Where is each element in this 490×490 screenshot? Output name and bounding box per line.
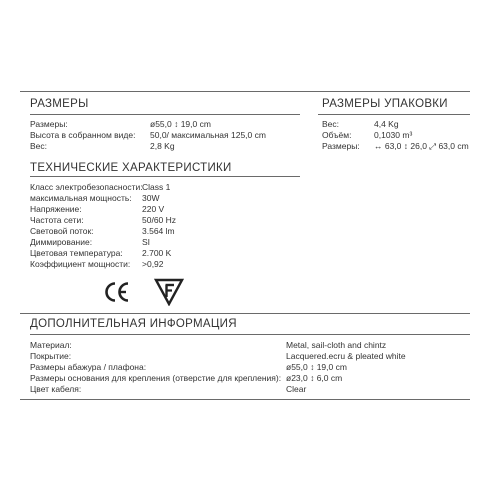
technical-row-value: 2.700 K <box>142 248 172 258</box>
additional-top-rule <box>20 313 470 314</box>
technical-row-label: Класс электробезопасности: <box>30 182 143 192</box>
additional-row-value: ø55,0 ↕ 19,0 cm <box>286 362 347 372</box>
additional-row-value: Lacquered.ecru & pleated white <box>286 351 406 361</box>
package-row-label: Объём: <box>322 130 352 140</box>
technical-row-label: Коэффициент мощности: <box>30 259 131 269</box>
package-row-label: Вес: <box>322 119 340 129</box>
technical-row-value: 220 V <box>142 204 165 214</box>
technical-row-label: Диммирование: <box>30 237 93 247</box>
technical-row-value: Class 1 <box>142 182 171 192</box>
package-row-label: Размеры: <box>322 141 360 151</box>
technical-row-label: Цветовая температура: <box>30 248 123 258</box>
dimensions-row-label: Высота в собранном виде: <box>30 130 136 140</box>
additional-title: ДОПОЛНИТЕЛЬНАЯ ИНФОРМАЦИЯ <box>30 318 237 330</box>
technical-row-value: 30W <box>142 193 160 203</box>
technical-row-value: SI <box>142 237 151 247</box>
ce-mark-svg <box>104 281 130 303</box>
dimensions-title: РАЗМЕРЫ <box>30 98 89 110</box>
technical-row-value: >0,92 <box>142 259 164 269</box>
technical-row-label: Напряжение: <box>30 204 82 214</box>
top-rule <box>20 91 470 92</box>
package-row-value: 0,1030 m³ <box>374 130 413 140</box>
package-row-value: ↔ 63,0 ↕ 26,0 ⤢ 63,0 cm <box>374 141 469 151</box>
additional-rule <box>30 334 470 335</box>
additional-row-value: Metal, sail-cloth and chintz <box>286 340 387 350</box>
dimensions-row-value: 50,0/ максимальная 125,0 cm <box>150 130 266 140</box>
additional-row-label: Цвет кабеля: <box>30 384 82 394</box>
additional-row-label: Размеры абажура / плафона: <box>30 362 147 372</box>
technical-row-label: Световой поток: <box>30 226 94 236</box>
technical-title: ТЕХНИЧЕСКИЕ ХАРАКТЕРИСТИКИ <box>30 162 232 174</box>
dimensions-row-label: Размеры: <box>30 119 68 129</box>
technical-row-value: 3.564 lm <box>142 226 175 236</box>
package-rule <box>318 114 470 115</box>
bottom-rule <box>20 399 470 400</box>
technical-rule <box>30 176 300 177</box>
f-triangle-mark-icon <box>154 278 184 306</box>
ce-mark-icon <box>104 281 130 303</box>
dimensions-row-value: ø55,0 ↕ 19,0 cm <box>150 119 211 129</box>
technical-row-label: Частота сети: <box>30 215 84 225</box>
dimensions-row-value: 2,8 Kg <box>150 141 175 151</box>
package-row-value: 4,4 Kg <box>374 119 399 129</box>
technical-row-value: 50/60 Hz <box>142 215 177 225</box>
additional-row-value: ø23,0 ↕ 6,0 cm <box>286 373 343 383</box>
dimensions-row-label: Вес: <box>30 141 48 151</box>
f-triangle-svg <box>154 278 184 306</box>
dimensions-rule <box>30 114 300 115</box>
package-title: РАЗМЕРЫ УПАКОВКИ <box>322 98 448 110</box>
additional-row-label: Размеры основания для крепления (отверстие для крепления): <box>30 373 282 383</box>
additional-row-value: Clear <box>286 384 307 394</box>
additional-row-label: Покрытие: <box>30 351 72 361</box>
additional-row-label: Материал: <box>30 340 72 350</box>
technical-row-label: максимальная мощность: <box>30 193 132 203</box>
